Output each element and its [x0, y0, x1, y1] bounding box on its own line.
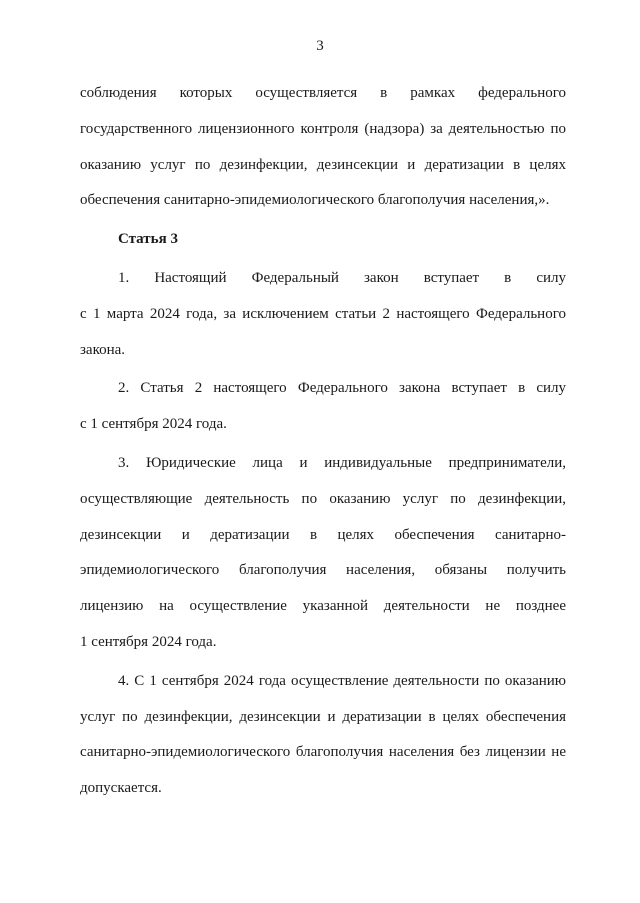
article-item-3 — [80, 446, 566, 661]
item-line: лицензию на осуществление указанной деятельности не позднее — [80, 598, 566, 615]
item-line: допускается. — [80, 780, 162, 797]
item-line: дезинсекции и дератизации в целях обеспечения санитарно- — [80, 526, 566, 543]
item-line: 1. Настоящий Федеральный закон вступает в силу — [118, 269, 566, 286]
item-line: с 1 сентября 2024 года. — [80, 416, 227, 433]
article-heading: Статья 3 — [118, 231, 178, 248]
intro-line: государственного лицензионного контроля (надзора) за деятельностью по — [80, 120, 566, 137]
item-line: 1 сентября 2024 года. — [80, 633, 217, 650]
document-body — [80, 76, 566, 807]
item-line: закона. — [80, 341, 126, 358]
item-line: 2. Статья 2 настоящего Федерального закона вступает в силу — [118, 380, 566, 397]
article-item-2 — [80, 371, 566, 443]
item-line: 3. Юридические лица и индивидуальные предприниматели, — [118, 454, 566, 471]
intro-line: оказанию услуг по дезинфекции, дезинсекции и дератизации в целях — [80, 156, 566, 173]
item-line: с 1 марта 2024 года, за исключением статьи 2 настоящего Федерального — [80, 305, 566, 322]
item-line: санитарно-эпидемиологического благополучия населения без лицензии не — [80, 744, 566, 761]
item-line: услуг по дезинфекции, дезинсекции и дератизации в целях обеспечения — [80, 708, 566, 725]
article-item-1 — [80, 261, 566, 368]
item-line: 4. С 1 сентября 2024 года осуществление деятельности по оказанию — [118, 672, 566, 689]
item-line: осуществляющие деятельность по оказанию услуг по дезинфекции, — [80, 490, 566, 507]
intro-line: соблюдения которых осуществляется в рамках федерального — [80, 85, 566, 101]
article-item-4 — [80, 664, 566, 807]
intro-paragraph — [80, 76, 566, 219]
item-line: эпидемиологического благополучия населения, обязаны получить — [80, 562, 566, 579]
intro-line: обеспечения санитарно-эпидемиологического благополучия населения,». — [80, 192, 550, 209]
page-number: 3 — [316, 38, 324, 54]
